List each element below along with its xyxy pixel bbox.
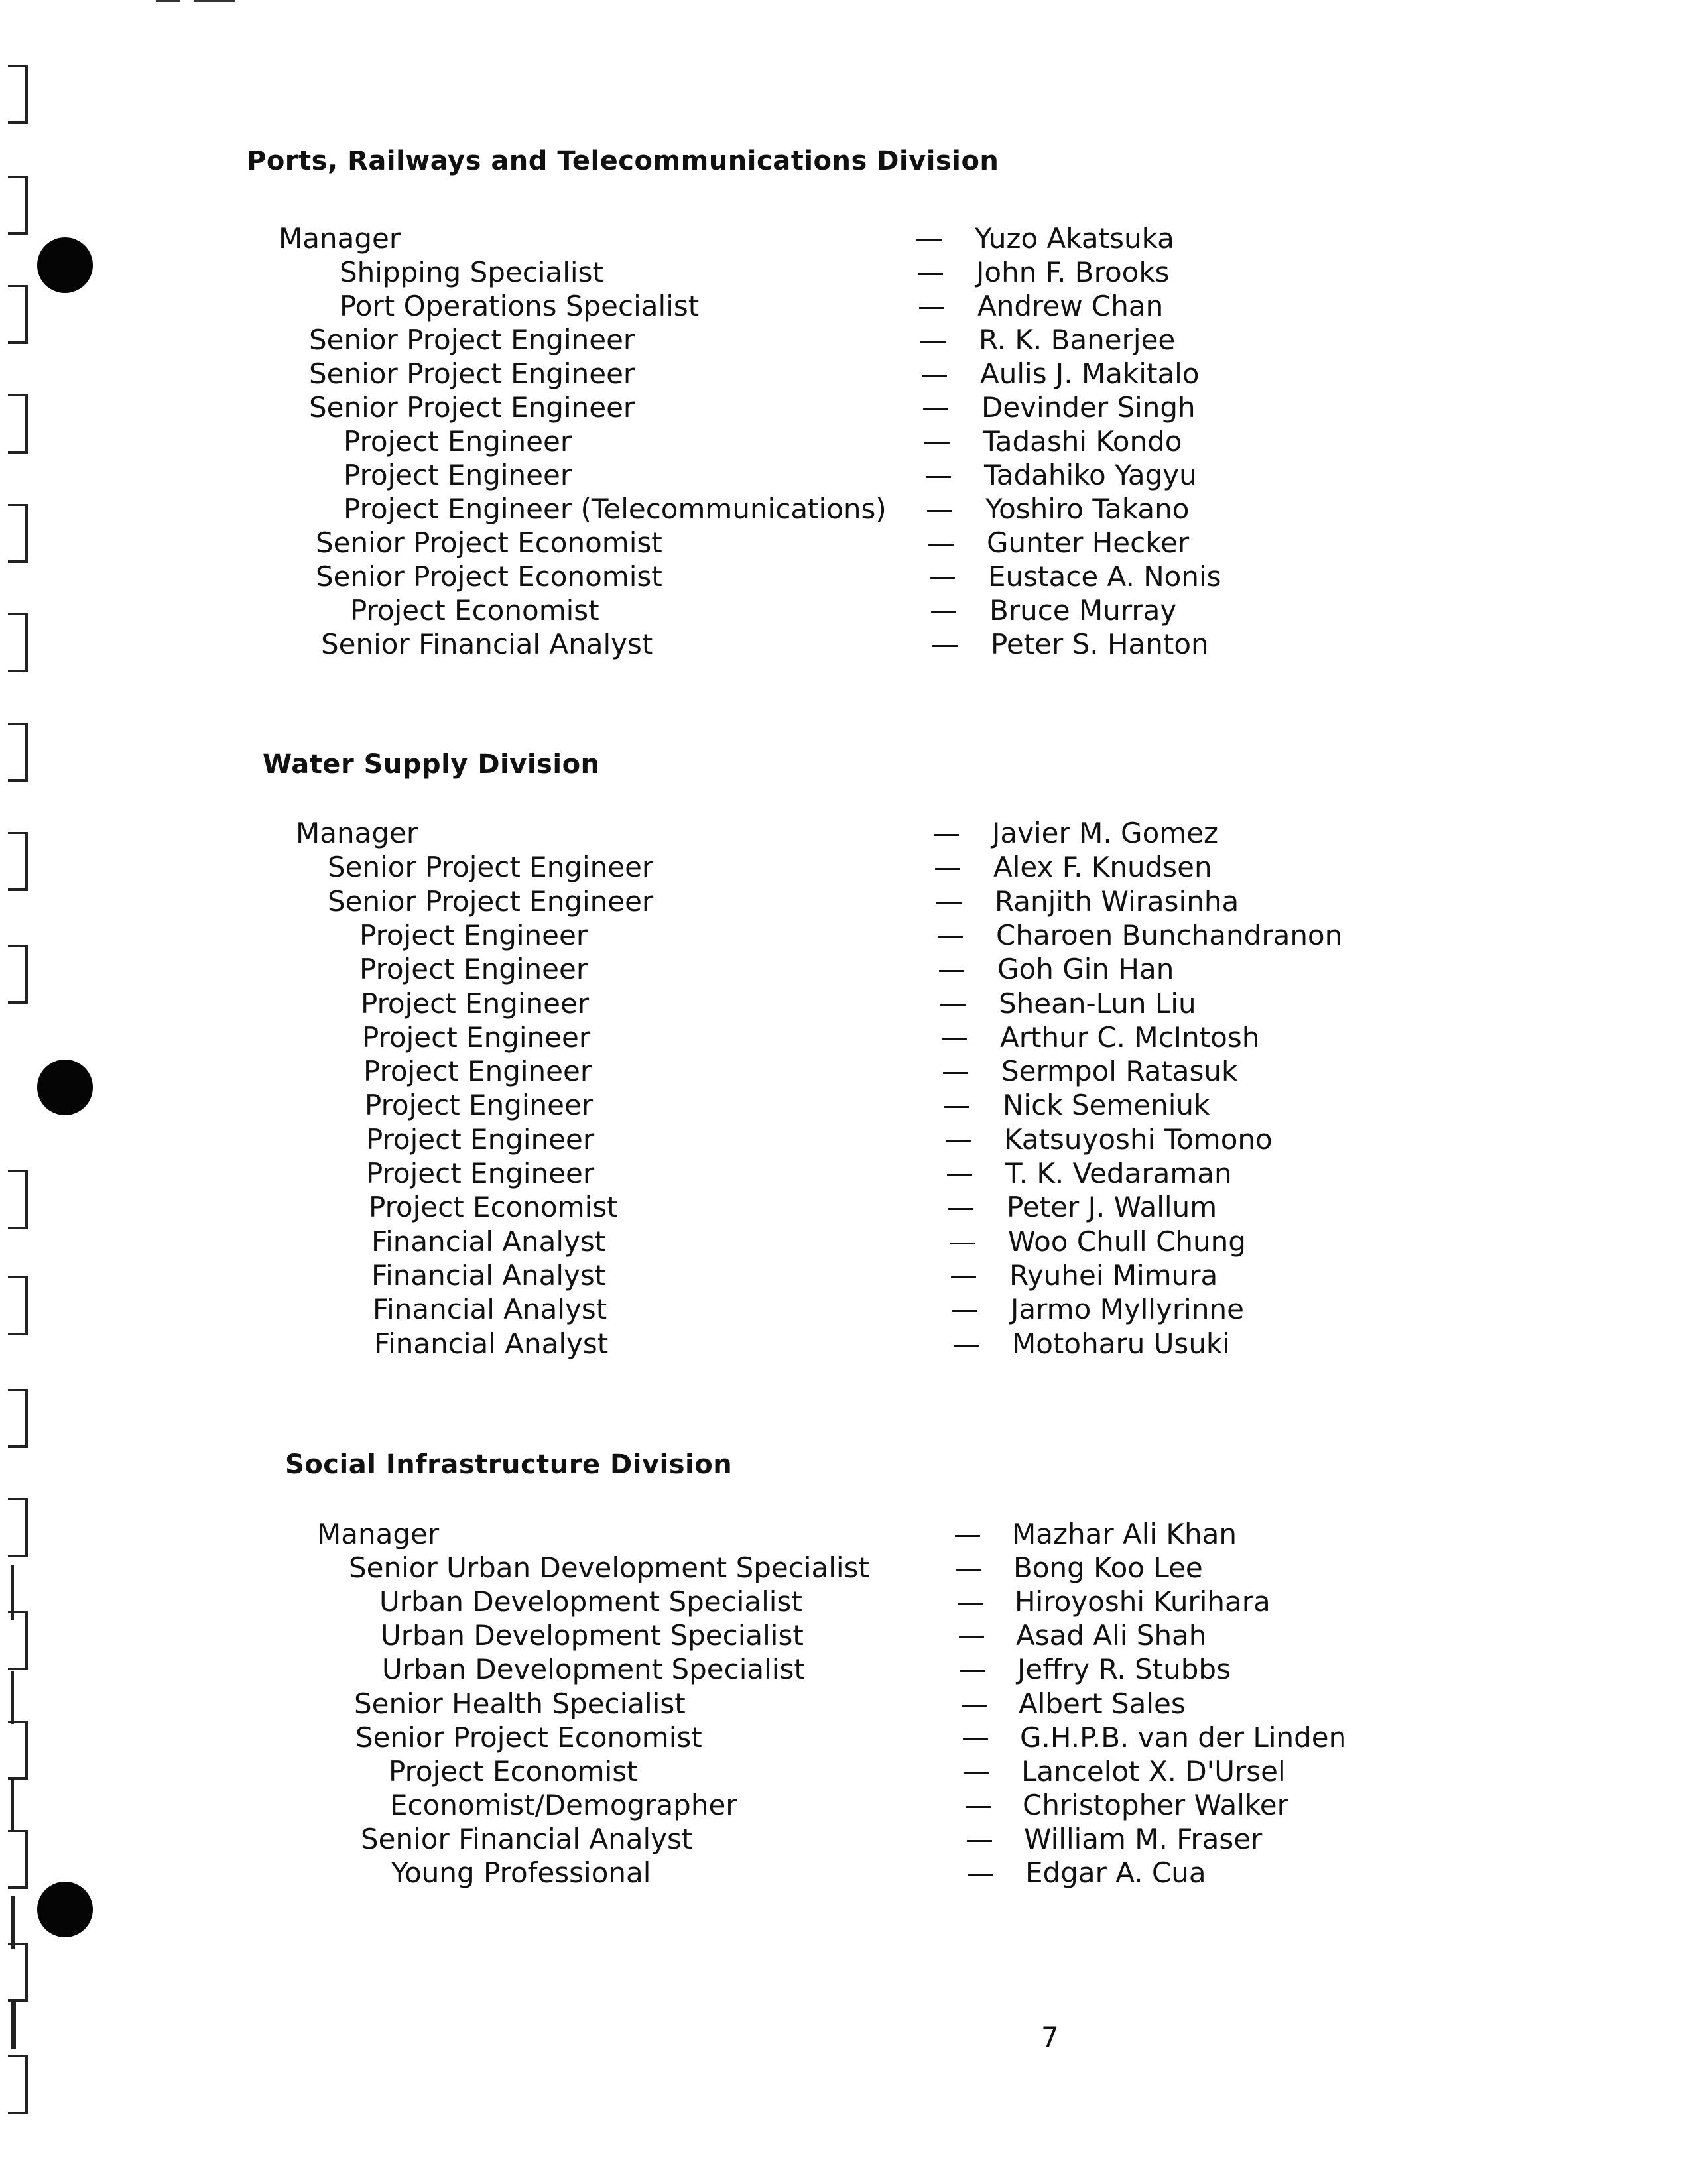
staff-name: T. K. Vedaraman — [1005, 1157, 1232, 1189]
staff-title: Urban Development Specialist — [382, 1653, 805, 1685]
staff-title: Project Engineer — [363, 1055, 592, 1087]
binder-bracket — [8, 2055, 28, 2114]
staff-row — [0, 1258, 1592, 1292]
staff-title: Port Operations Specialist — [340, 290, 700, 322]
staff-name: Ranjith Wirasinha — [995, 885, 1239, 918]
staff-name: Mazhar Ali Khan — [1012, 1518, 1237, 1550]
staff-name: Eustace A. Nonis — [988, 560, 1221, 593]
separator-dash: — — [954, 1518, 981, 1550]
binder-bracket — [8, 1943, 28, 2002]
staff-title: Project Engineer — [361, 987, 590, 1020]
staff-name: Peter J. Wallum — [1007, 1191, 1218, 1223]
staff-row — [0, 289, 1592, 323]
separator-dash: — — [942, 1055, 969, 1087]
staff-row — [0, 255, 1592, 289]
section-title: Social Infrastructure Division — [285, 1449, 733, 1480]
staff-row — [0, 1088, 1592, 1122]
staff-title: Project Engineer — [366, 1157, 595, 1189]
staff-row — [0, 1156, 1592, 1190]
staff-row — [0, 1585, 1592, 1618]
staff-row — [0, 1122, 1592, 1156]
staff-name: Bong Koo Lee — [1013, 1551, 1203, 1584]
staff-title: Senior Health Specialist — [354, 1687, 686, 1720]
staff-name: Goh Gin Han — [997, 953, 1174, 985]
staff-row — [0, 1054, 1592, 1088]
separator-dash: — — [915, 222, 943, 255]
separator-dash: — — [936, 919, 964, 951]
section-title: Water Supply Division — [263, 749, 600, 780]
scan-mark — [11, 1896, 15, 1949]
staff-name: Tadashi Kondo — [983, 425, 1182, 457]
staff-name: Aulis J. Makitalo — [980, 357, 1200, 390]
separator-dash: — — [964, 1789, 992, 1821]
staff-row — [0, 1020, 1592, 1054]
staff-row — [0, 1721, 1592, 1754]
staff-name: Ryuhei Mimura — [1009, 1259, 1218, 1292]
staff-row — [0, 987, 1592, 1020]
separator-dash: — — [959, 1653, 987, 1685]
separator-dash: — — [948, 1225, 976, 1258]
staff-title: Project Engineer — [344, 459, 572, 491]
separator-dash: — — [927, 526, 955, 559]
staff-row — [0, 850, 1592, 884]
staff-name: Edgar A. Cua — [1025, 1856, 1206, 1889]
staff-name: Asad Ali Shah — [1016, 1619, 1207, 1652]
separator-dash: — — [944, 1123, 972, 1156]
staff-name: John F. Brooks — [976, 256, 1170, 288]
separator-dash: — — [928, 560, 956, 593]
staff-title: Senior Project Engineer — [328, 851, 654, 883]
scan-mark — [194, 0, 235, 2]
staff-row — [0, 1618, 1592, 1652]
staff-row — [0, 458, 1592, 492]
staff-name: Charoen Bunchandranon — [996, 919, 1343, 951]
staff-name: Tadahiko Yagyu — [984, 459, 1197, 491]
separator-dash: — — [932, 817, 960, 849]
separator-dash: — — [960, 1687, 988, 1720]
staff-title: Senior Project Engineer — [309, 391, 635, 424]
staff-name: Shean-Lun Liu — [999, 987, 1196, 1020]
staff-name: Peter S. Hanton — [991, 628, 1209, 660]
staff-row — [0, 1687, 1592, 1721]
separator-dash: — — [930, 594, 958, 627]
staff-row — [0, 952, 1592, 986]
staff-row — [0, 492, 1592, 526]
staff-row — [0, 1517, 1592, 1551]
staff-title: Economist/Demographer — [390, 1789, 737, 1821]
separator-dash: — — [923, 425, 951, 457]
separator-dash: — — [935, 885, 963, 918]
staff-row — [0, 1856, 1592, 1890]
scan-mark — [11, 2002, 16, 2049]
staff-row — [0, 1292, 1592, 1326]
staff-name: R. K. Banerjee — [979, 324, 1176, 356]
separator-dash: — — [918, 290, 946, 322]
staff-title: Project Economist — [350, 594, 599, 627]
staff-row — [0, 1788, 1592, 1822]
staff-row — [0, 1190, 1592, 1224]
scan-mark — [156, 0, 180, 2]
staff-row — [0, 323, 1592, 357]
staff-title: Senior Urban Development Specialist — [349, 1551, 869, 1584]
separator-dash: — — [952, 1327, 980, 1360]
staff-title: Project Economist — [389, 1755, 638, 1788]
staff-title: Project Engineer — [366, 1123, 595, 1156]
separator-dash: — — [938, 953, 966, 985]
separator-dash: — — [950, 1259, 977, 1292]
staff-name: Arthur C. McIntosh — [1000, 1021, 1260, 1054]
staff-row — [0, 1652, 1592, 1686]
page-number: 7 — [1041, 2021, 1059, 2053]
staff-title: Young Professional — [391, 1856, 651, 1889]
staff-name: Motoharu Usuki — [1012, 1327, 1230, 1360]
staff-row — [0, 357, 1592, 391]
staff-row — [0, 424, 1592, 458]
staff-title: Project Engineer — [344, 425, 572, 457]
binder-bracket — [8, 723, 28, 782]
staff-title: Financial Analyst — [371, 1225, 606, 1258]
staff-title: Manager — [317, 1518, 440, 1550]
staff-row — [0, 627, 1592, 661]
staff-name: G.H.P.B. van der Linden — [1020, 1721, 1347, 1754]
staff-name: Katsuyoshi Tomono — [1004, 1123, 1273, 1156]
separator-dash: — — [967, 1856, 995, 1889]
separator-dash: — — [956, 1585, 984, 1618]
staff-name: Gunter Hecker — [987, 526, 1190, 559]
staff-title: Manager — [296, 817, 418, 849]
staff-row — [0, 816, 1592, 850]
separator-dash: — — [958, 1619, 985, 1652]
staff-name: Hiroyoshi Kurihara — [1015, 1585, 1271, 1618]
staff-row — [0, 918, 1592, 952]
separator-dash: — — [931, 628, 959, 660]
staff-title: Project Engineer — [359, 953, 588, 985]
separator-dash: — — [962, 1721, 989, 1754]
staff-row — [0, 884, 1592, 918]
staff-title: Shipping Specialist — [340, 256, 603, 288]
staff-name: Nick Semeniuk — [1003, 1089, 1210, 1121]
separator-dash: — — [924, 459, 952, 491]
binder-bracket — [8, 65, 28, 124]
separator-dash: — — [943, 1089, 971, 1121]
staff-title: Urban Development Specialist — [381, 1619, 804, 1652]
staff-name: William M. Fraser — [1024, 1823, 1263, 1855]
staff-title: Senior Project Engineer — [309, 357, 635, 390]
staff-row — [0, 1822, 1592, 1856]
staff-title: Senior Project Economist — [316, 560, 662, 593]
staff-name: Woo Chull Chung — [1008, 1225, 1246, 1258]
staff-title: Senior Project Engineer — [328, 885, 654, 918]
staff-name: Andrew Chan — [977, 290, 1164, 322]
staff-row — [0, 1551, 1592, 1585]
punch-hole — [37, 1882, 93, 1937]
staff-title: Project Engineer — [362, 1021, 591, 1054]
staff-row — [0, 391, 1592, 424]
separator-dash: — — [940, 1021, 968, 1054]
staff-title: Urban Development Specialist — [379, 1585, 802, 1618]
staff-title: Project Engineer — [365, 1089, 594, 1121]
staff-title: Project Engineer — [359, 919, 588, 951]
staff-name: Yoshiro Takano — [985, 493, 1190, 525]
separator-dash: — — [947, 1191, 975, 1223]
staff-row — [0, 526, 1592, 560]
staff-row — [0, 1327, 1592, 1361]
separator-dash: — — [926, 493, 954, 525]
staff-title: Senior Project Economist — [355, 1721, 702, 1754]
separator-dash: — — [939, 987, 967, 1020]
staff-title: Senior Financial Analyst — [361, 1823, 693, 1855]
staff-name: Christopher Walker — [1023, 1789, 1288, 1821]
staff-title: Project Economist — [369, 1191, 618, 1223]
separator-dash: — — [934, 851, 962, 883]
staff-name: Bruce Murray — [989, 594, 1177, 627]
staff-title: Project Engineer (Telecommunications) — [344, 493, 887, 525]
separator-dash: — — [955, 1551, 983, 1584]
staff-title: Senior Financial Analyst — [321, 628, 653, 660]
separator-dash: — — [946, 1157, 973, 1189]
staff-title: Senior Project Economist — [316, 526, 662, 559]
staff-title: Senior Project Engineer — [309, 324, 635, 356]
separator-dash: — — [916, 256, 944, 288]
staff-name: Albert Sales — [1019, 1687, 1186, 1720]
staff-row — [0, 593, 1592, 627]
staff-row — [0, 1754, 1592, 1788]
staff-name: Devinder Singh — [981, 391, 1196, 424]
separator-dash: — — [920, 357, 948, 390]
staff-row — [0, 560, 1592, 593]
staff-row — [0, 221, 1592, 255]
staff-row — [0, 1225, 1592, 1258]
separator-dash: — — [951, 1293, 979, 1325]
staff-title: Manager — [279, 222, 401, 255]
staff-name: Javier M. Gomez — [992, 817, 1219, 849]
separator-dash: — — [966, 1823, 993, 1855]
separator-dash: — — [963, 1755, 991, 1788]
staff-name: Lancelot X. D'Ursel — [1021, 1755, 1286, 1788]
staff-name: Jeffry R. Stubbs — [1017, 1653, 1231, 1685]
staff-name: Yuzo Akatsuka — [975, 222, 1174, 255]
staff-title: Financial Analyst — [374, 1327, 609, 1360]
staff-title: Financial Analyst — [371, 1259, 606, 1292]
binder-bracket — [8, 1389, 28, 1448]
separator-dash: — — [919, 324, 947, 356]
staff-name: Alex F. Knudsen — [993, 851, 1212, 883]
separator-dash: — — [922, 391, 950, 424]
staff-name: Jarmo Myllyrinne — [1011, 1293, 1244, 1325]
section-title: Ports, Railways and Telecommunications Division — [247, 146, 999, 176]
staff-title: Financial Analyst — [373, 1293, 607, 1325]
staff-name: Sermpol Ratasuk — [1001, 1055, 1238, 1087]
